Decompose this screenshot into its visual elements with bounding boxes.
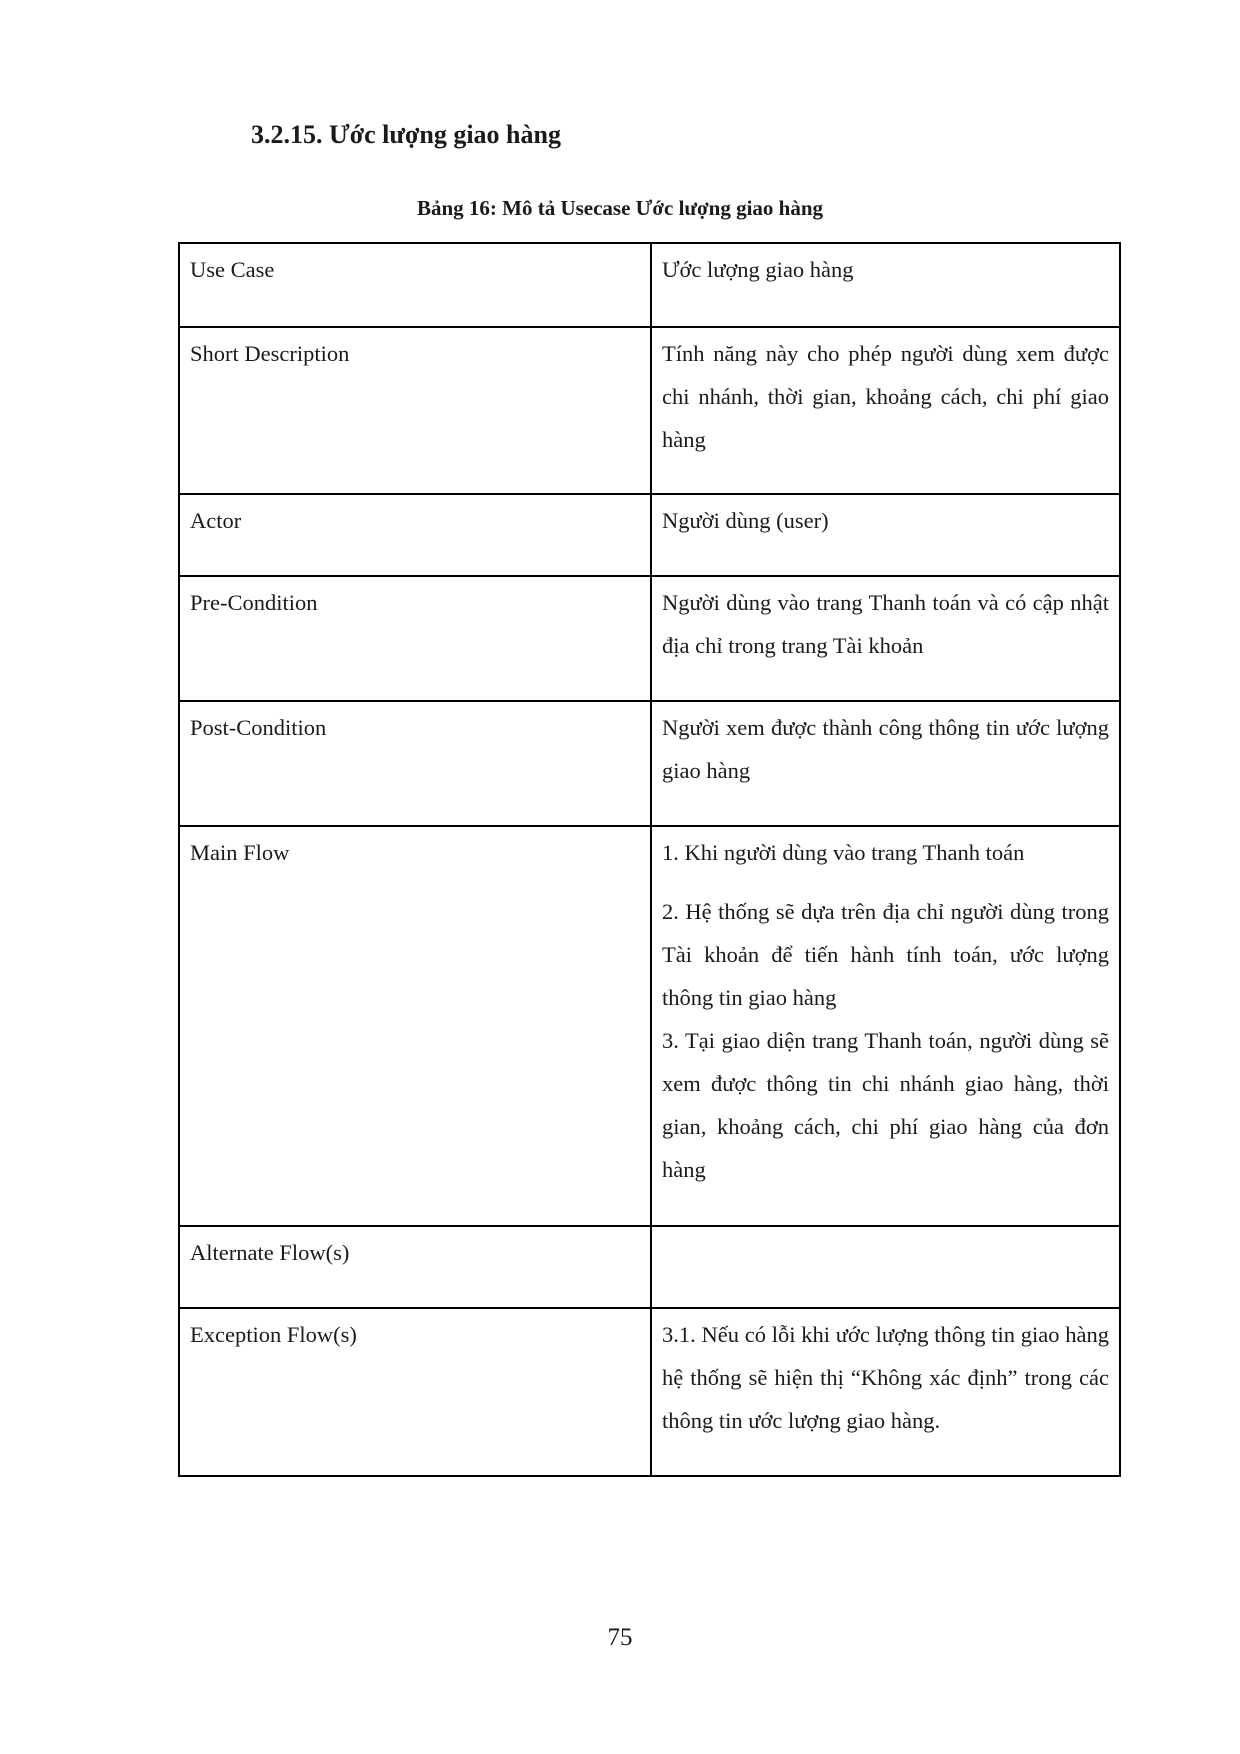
table-row-pre-condition [179,576,1120,701]
row-value: Tính năng này cho phép người dùng xem được chi nhánh, thời gian, khoảng cách, chi phí giao hàng [651,327,1120,494]
row-label: Exception Flow(s) [179,1308,651,1476]
row-label: Post-Condition [179,701,651,826]
row-label: Alternate Flow(s) [179,1226,651,1308]
row-value [651,826,1120,1226]
table-caption: Bảng 16: Mô tả Usecase Ước lượng giao hàng [416,196,824,220]
row-value: Người dùng vào trang Thanh toán và có cập nhật địa chỉ trong trang Tài khoản [651,576,1120,701]
row-label: Main Flow [179,826,651,1226]
main-flow-step: 1. Khi người dùng vào trang Thanh toán [662,840,1025,865]
table-row-use-case [179,243,1120,327]
row-value [651,1226,1120,1308]
row-label: Short Description [179,327,651,494]
table-row-main-flow [179,826,1120,1226]
row-value: Người xem được thành công thông tin ước lượng giao hàng [651,701,1120,826]
table-row-post-condition [179,701,1120,826]
row-value: Ước lượng giao hàng [651,243,1120,327]
main-flow-step: 2. Hệ thống sẽ dựa trên địa chỉ người dùng trong Tài khoản để tiến hành tính toán, ước lượng thông tin giao hàng [662,899,1109,1010]
section-heading: 3.2.15. Ước lượng giao hàng [251,120,561,149]
row-label: Pre-Condition [179,576,651,701]
table-row-short-description [179,327,1120,494]
page-number: 75 [607,1624,633,1651]
main-flow-step: 3. Tại giao diện trang Thanh toán, người dùng sẽ xem được thông tin chi nhánh giao hàng, thời gian, khoảng cách, chi phí giao hàng của đơn hàng [662,1028,1109,1182]
table-row-exception-flow [179,1308,1120,1476]
usecase-table [178,242,1121,1477]
row-value: 3.1. Nếu có lỗi khi ước lượng thông tin giao hàng hệ thống sẽ hiện thị “Không xác định” trong các thông tin ước lượng giao hàng. [651,1308,1120,1476]
table-row-actor [179,494,1120,576]
row-label: Use Case [179,243,651,327]
row-value: Người dùng (user) [651,494,1120,576]
table-row-alternate-flow [179,1226,1120,1308]
row-label: Actor [179,494,651,576]
